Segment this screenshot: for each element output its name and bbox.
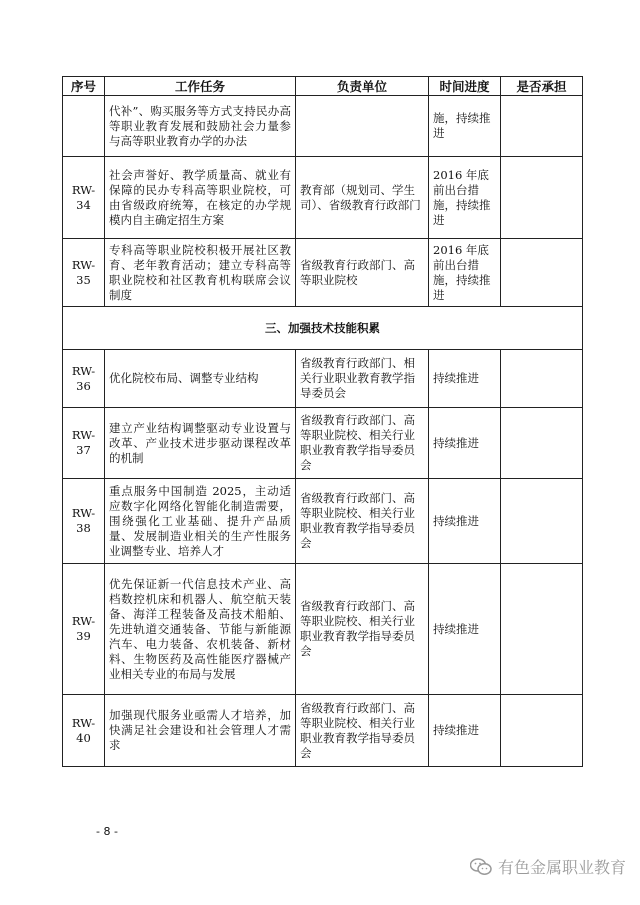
row-time: 持续推进 [429,408,501,479]
row-commit[interactable] [501,564,583,695]
row-task: 重点服务中国制造 2025，主动适应数字化网络化智能化制造需要，围绕强化工业基础、提升产品质量、发展制造业相关的生产性服务业调整专业、培养人才 [105,479,296,564]
row-unit: 省级教育行政部门、高等职业院校 [296,239,429,307]
row-commit[interactable] [501,479,583,564]
row-commit[interactable] [501,695,583,767]
header-row [63,77,583,96]
row-task: 代补”、购买服务等方式支持民办高等职业教育发展和鼓励社会力量参与高等职业教育办学的办法 [105,96,296,157]
row-time: 持续推进 [429,479,501,564]
row-task: 专科高等职业院校积极开展社区教育、老年教育活动；建立专科高等职业院校和社区教育机构联席会议制度 [105,239,296,307]
header-unit: 负责单位 [296,77,429,96]
row-task: 优化院校布局、调整专业结构 [105,350,296,408]
row-unit: 省级教育行政部门、高等职业院校、相关行业职业教育教学指导委员会 [296,479,429,564]
header-time: 时间进度 [429,77,501,96]
row-commit[interactable] [501,408,583,479]
row-id: RW-40 [63,695,105,767]
table-row [63,96,583,157]
section-row [63,307,583,350]
watermark [470,855,626,878]
table-row [63,564,583,695]
row-task: 社会声誉好、教学质量高、就业有保障的民办专科高等职业院校，可由省级政府统筹，在核定的办学规模内自主确定招生方案 [105,157,296,239]
row-commit[interactable] [501,239,583,307]
row-id [63,96,105,157]
task-table [62,76,583,767]
row-time: 持续推进 [429,350,501,408]
row-unit [296,96,429,157]
table-row [63,479,583,564]
row-unit: 省级教育行政部门、高等职业院校、相关行业职业教育教学指导委员会 [296,408,429,479]
table-row [63,157,583,239]
header-task: 工作任务 [105,77,296,96]
row-unit: 教育部（规划司、学生司）、省级教育行政部门 [296,157,429,239]
row-unit: 省级教育行政部门、高等职业院校、相关行业职业教育教学指导委员会 [296,695,429,767]
table-row [63,239,583,307]
watermark-text: 有色金属职业教育 [497,858,626,877]
row-task: 建立产业结构调整驱动专业设置与改革、产业技术进步驱动课程改革的机制 [105,408,296,479]
row-time: 施，持续推进 [429,96,501,157]
section-title: 三、加强技术技能积累 [63,307,583,350]
row-time: 持续推进 [429,564,501,695]
table-row [63,350,583,408]
row-task: 优先保证新一代信息技术产业、高档数控机床和机器人、航空航天装备、海洋工程装备及高技术船舶、先进轨道交通装备、节能与新能源汽车、电力装备、农机装备、新材料、生物医药及高性能医疗器械产业相关专业的布局与发展 [105,564,296,695]
row-time: 2016 年底前出台措施，持续推进 [429,157,501,239]
row-id: RW-39 [63,564,105,695]
row-id: RW-37 [63,408,105,479]
header-commit: 是否承担 [501,77,583,96]
table-row [63,695,583,767]
row-task: 加强现代服务业亟需人才培养，加快满足社会建设和社会管理人才需求 [105,695,296,767]
row-id: RW-34 [63,157,105,239]
wechat-icon [470,858,492,876]
page-number: - 8 - [96,825,118,838]
row-id: RW-38 [63,479,105,564]
row-unit: 省级教育行政部门、高等职业院校、相关行业职业教育教学指导委员会 [296,564,429,695]
row-commit[interactable] [501,96,583,157]
header-id: 序号 [63,77,105,96]
row-commit[interactable] [501,350,583,408]
row-commit[interactable] [501,157,583,239]
row-unit: 省级教育行政部门、相关行业职业教育教学指导委员会 [296,350,429,408]
row-time: 2016 年底前出台措施，持续推进 [429,239,501,307]
row-id: RW-36 [63,350,105,408]
row-id: RW-35 [63,239,105,307]
table-row [63,408,583,479]
row-time: 持续推进 [429,695,501,767]
